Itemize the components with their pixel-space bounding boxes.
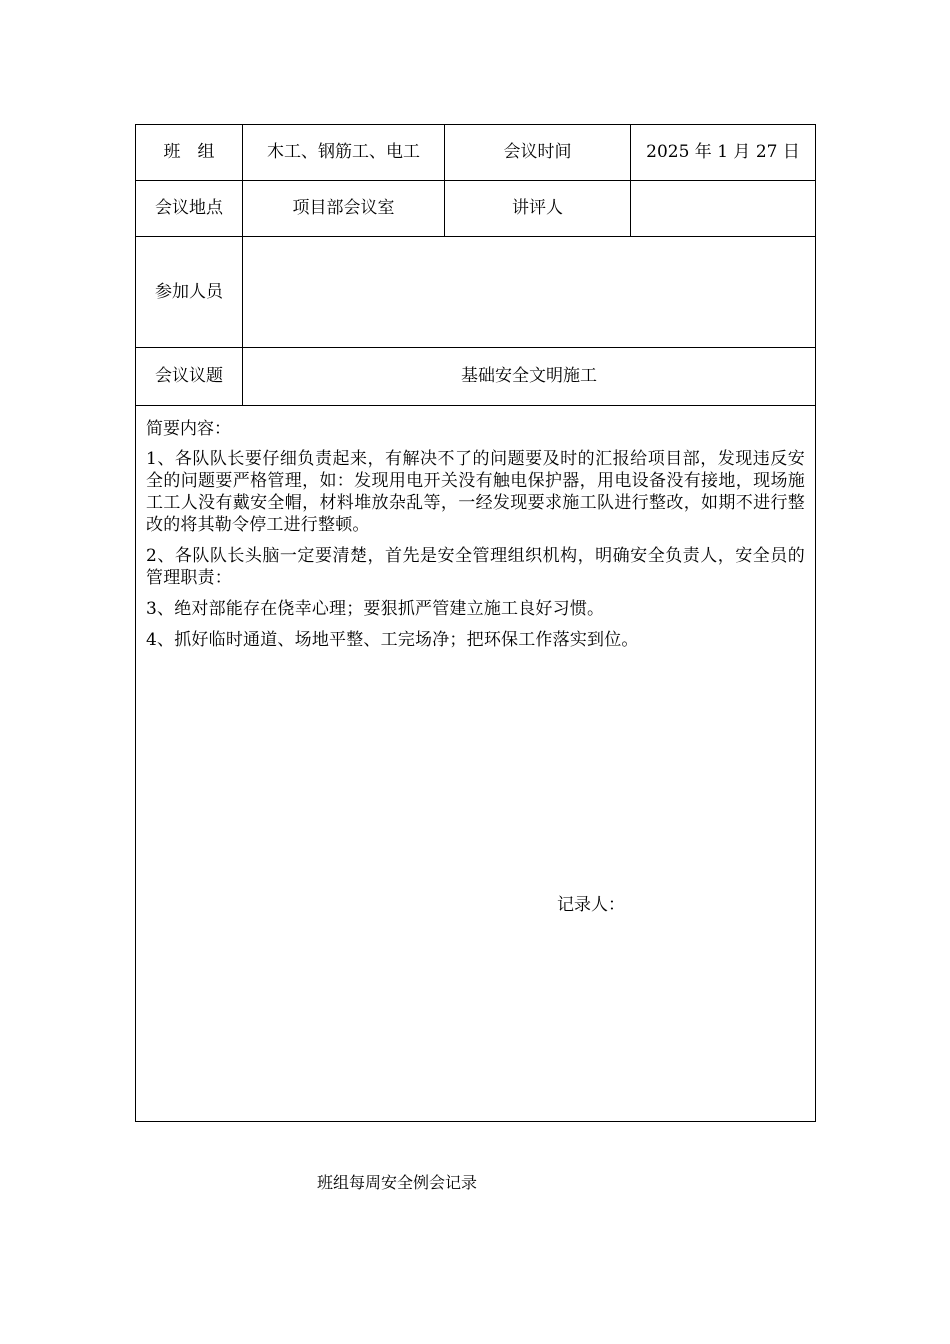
table-row xyxy=(136,181,816,237)
content-paragraph-4: 4、抓好临时通道、场地平整、工完场净；把环保工作落实到位。 xyxy=(146,630,639,650)
meeting-place-label: 会议地点 xyxy=(136,181,243,237)
summary-label: 简要内容： xyxy=(146,419,231,439)
content-paragraph-3: 3、绝对部能存在侥幸心理；要狠抓严管建立施工良好习惯。 xyxy=(146,599,605,619)
table-row xyxy=(136,348,816,406)
recorder-label: 记录人： xyxy=(557,895,625,915)
content-paragraph-2: 2、各队队长头脑一定要清楚，首先是安全管理组织机构，明确安全负责人，安全员的管理职责： xyxy=(146,546,805,588)
table-row xyxy=(136,406,816,1122)
content-paragraph-1: 1、各队队长要仔细负责起来，有解决不了的问题要及时的汇报给项目部，发现违反安全的问题要严格管理，如：发现用电开关没有触电保护器，用电设备没有接地，现场施工工人没有戴安全帽，材料堆放杂乱等，一经发现要求施工队进行整改，如期不进行整改的将其勒令停工进行整顿。 xyxy=(146,449,805,535)
table-row xyxy=(136,125,816,181)
topic-value: 基础安全文明施工 xyxy=(243,348,816,406)
team-label: 班 组 xyxy=(136,125,243,181)
reviewer-value xyxy=(631,181,816,237)
attendees-value xyxy=(243,237,816,348)
table-row xyxy=(136,237,816,348)
meeting-record-table xyxy=(135,124,816,1122)
attendees-label: 参加人员 xyxy=(136,237,243,348)
document-caption: 班组每周安全例会记录 xyxy=(317,1173,478,1192)
team-value: 木工、钢筋工、电工 xyxy=(243,125,445,181)
reviewer-label: 讲评人 xyxy=(445,181,631,237)
meeting-time-value: 2025 年 1 月 27 日 xyxy=(631,125,816,181)
meeting-place-value: 项目部会议室 xyxy=(243,181,445,237)
content-cell xyxy=(136,406,816,1122)
meeting-time-label: 会议时间 xyxy=(445,125,631,181)
content-body xyxy=(136,406,815,651)
topic-label: 会议议题 xyxy=(136,348,243,406)
